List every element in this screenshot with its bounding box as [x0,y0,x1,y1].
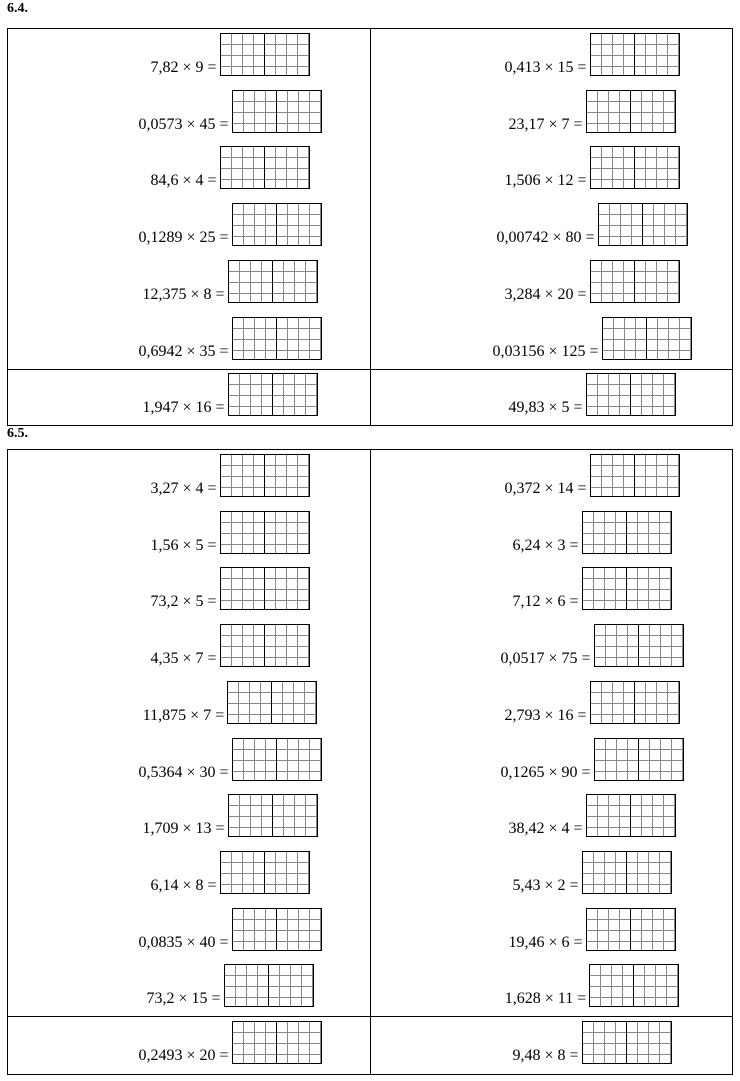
column-divider [370,449,371,1075]
exercise-item [142,794,317,837]
exercise-expression: 38,42 × 4 = [508,820,583,838]
exercise-item [505,964,679,1007]
answer-grid-divider [264,625,265,666]
exercise-expression: 0,03156 × 125 = [492,342,599,360]
answer-grid-divider [633,965,634,1006]
exercise-item [146,964,313,1007]
answer-grid[interactable] [232,90,322,133]
exercise-item [150,567,309,610]
exercise-expression: 3,27 × 4 = [150,480,217,497]
exercise-expression: 6,24 × 3 = [512,536,579,554]
answer-grid-divider [646,318,647,359]
answer-grid[interactable] [590,454,680,497]
exercise-item [512,511,671,554]
exercise-item [150,33,309,76]
answer-grid-divider [634,147,635,188]
exercise-item [138,738,321,781]
exercise-item [138,908,321,951]
answer-grid[interactable] [590,260,680,303]
exercise-expression: 49,83 × 5 = [508,399,583,417]
answer-grid-divider [630,795,631,836]
answer-grid[interactable] [586,794,676,837]
exercise-expression: 73,2 × 15 = [146,990,221,1008]
exercise-item [143,681,317,724]
answer-grid[interactable] [232,317,322,360]
exercise-table-6-4 [7,28,733,426]
exercise-item [500,738,683,781]
answer-grid-divider [264,852,265,893]
answer-grid-divider [264,568,265,609]
exercise-item [142,260,317,303]
exercise-expression: 7,12 × 6 = [512,593,579,611]
exercise-expression: 1,628 × 11 = [504,990,587,1008]
answer-grid[interactable] [220,33,310,76]
exercise-expression: 6,14 × 8 = [150,876,217,894]
exercise-item [142,373,317,416]
exercise-item [504,681,679,724]
exercise-item [496,203,687,246]
answer-grid-divider [271,682,272,723]
answer-grid-divider [272,795,273,836]
exercise-item [150,624,309,667]
answer-grid[interactable] [590,33,680,76]
exercise-expression: 1,947 × 16 = [142,399,225,417]
answer-grid-divider [276,739,277,780]
answer-grid-divider [264,34,265,75]
answer-grid-divider [630,374,631,415]
exercise-item [138,317,321,360]
answer-grid-divider [634,682,635,723]
column-divider [370,28,371,426]
exercise-table-6-5 [7,449,733,1075]
answer-grid-divider [626,568,627,609]
exercise-expression: 9,48 × 8 = [512,1047,579,1064]
exercise-expression: 0,5364 × 30 = [138,763,229,781]
exercise-item [138,203,321,246]
exercise-expression: 0,1265 × 90 = [500,763,591,781]
exercise-expression: 23,17 × 7 = [508,115,583,133]
exercise-item [504,33,679,76]
answer-grid[interactable] [594,738,684,781]
answer-grid[interactable] [582,851,672,894]
section-title-6-5: 6.5. [7,426,28,441]
exercise-item [504,146,679,189]
exercise-expression: 0,372 × 14 = [504,480,587,497]
answer-grid[interactable] [224,964,314,1007]
answer-grid[interactable] [227,681,317,724]
answer-grid-divider [276,204,277,245]
answer-grid-divider [630,909,631,950]
exercise-item [492,317,691,360]
answer-grid[interactable] [602,317,692,360]
exercise-item [508,373,675,416]
answer-grid[interactable] [586,908,676,951]
exercise-item [508,794,675,837]
row-divider [7,1016,733,1017]
answer-grid-divider [634,34,635,75]
answer-grid-divider [634,455,635,496]
answer-grid-divider [264,455,265,496]
exercise-expression: 4,35 × 7 = [150,650,217,668]
answer-grid-divider [626,512,627,553]
exercise-expression: 1,56 × 5 = [150,536,217,554]
exercise-expression: 0,1289 × 25 = [138,229,229,247]
answer-grid[interactable] [589,964,679,1007]
answer-grid[interactable] [232,203,322,246]
exercise-expression: 5,43 × 2 = [512,876,579,894]
answer-grid-divider [276,909,277,950]
answer-grid[interactable] [220,454,310,497]
exercise-expression: 0,0573 × 45 = [138,115,229,133]
answer-grid[interactable] [228,373,318,416]
exercise-expression: 11,875 × 7 = [142,706,225,724]
answer-grid-divider [276,91,277,132]
answer-grid[interactable] [582,1021,672,1064]
row-divider [7,369,733,370]
exercise-item [504,260,679,303]
answer-grid-divider [272,261,273,302]
answer-grid[interactable] [232,1021,322,1064]
answer-grid[interactable] [220,567,310,610]
answer-grid[interactable] [590,681,680,724]
exercise-item [504,454,679,497]
exercise-item [150,454,309,497]
answer-grid-divider [276,1022,277,1063]
answer-grid-divider [638,739,639,780]
answer-grid-divider [626,852,627,893]
answer-grid-divider [642,204,643,245]
answer-grid[interactable] [582,511,672,554]
exercise-item [500,624,683,667]
answer-grid[interactable] [232,738,322,781]
exercise-expression: 0,413 × 15 = [504,59,587,76]
exercise-expression: 0,6942 × 35 = [138,342,229,360]
exercise-item [150,146,309,189]
exercise-expression: 1,709 × 13 = [142,820,225,838]
answer-grid[interactable] [220,851,310,894]
answer-grid-divider [626,1022,627,1063]
exercise-item [512,1021,671,1064]
section-title-6-4: 6.4. [7,1,28,16]
answer-grid[interactable] [598,203,688,246]
answer-grid-divider [264,512,265,553]
answer-grid[interactable] [220,511,310,554]
exercise-expression: 3,284 × 20 = [504,285,587,303]
exercise-expression: 2,793 × 16 = [504,706,587,724]
answer-grid-divider [634,261,635,302]
answer-grid[interactable] [586,373,676,416]
exercise-expression: 0,2493 × 20 = [138,1047,229,1064]
exercise-item [138,90,321,133]
exercise-expression: 0,0835 × 40 = [138,933,229,951]
exercise-expression: 73,2 × 5 = [150,593,217,611]
exercise-expression: 84,6 × 4 = [150,172,217,190]
answer-grid[interactable] [232,908,322,951]
answer-grid-divider [264,147,265,188]
answer-grid[interactable] [594,624,684,667]
answer-grid[interactable] [228,794,318,837]
exercise-expression: 19,46 × 6 = [508,933,583,951]
answer-grid[interactable] [220,146,310,189]
answer-grid[interactable] [590,146,680,189]
answer-grid-divider [268,965,269,1006]
answer-grid[interactable] [586,90,676,133]
exercise-item [150,511,309,554]
answer-grid-divider [272,374,273,415]
answer-grid-divider [630,91,631,132]
answer-grid[interactable] [220,624,310,667]
exercise-item [512,851,671,894]
answer-grid[interactable] [582,567,672,610]
answer-grid[interactable] [228,260,318,303]
answer-grid-divider [638,625,639,666]
exercise-item [508,908,675,951]
answer-grid-divider [276,318,277,359]
exercise-item [150,851,309,894]
exercise-item [512,567,671,610]
exercise-item [508,90,675,133]
exercise-expression: 7,82 × 9 = [150,59,217,76]
exercise-expression: 12,375 × 8 = [142,285,225,303]
exercise-item [138,1021,321,1064]
exercise-expression: 1,506 × 12 = [504,172,587,190]
exercise-expression: 0,00742 × 80 = [496,229,595,247]
exercise-expression: 0,0517 × 75 = [500,650,591,668]
